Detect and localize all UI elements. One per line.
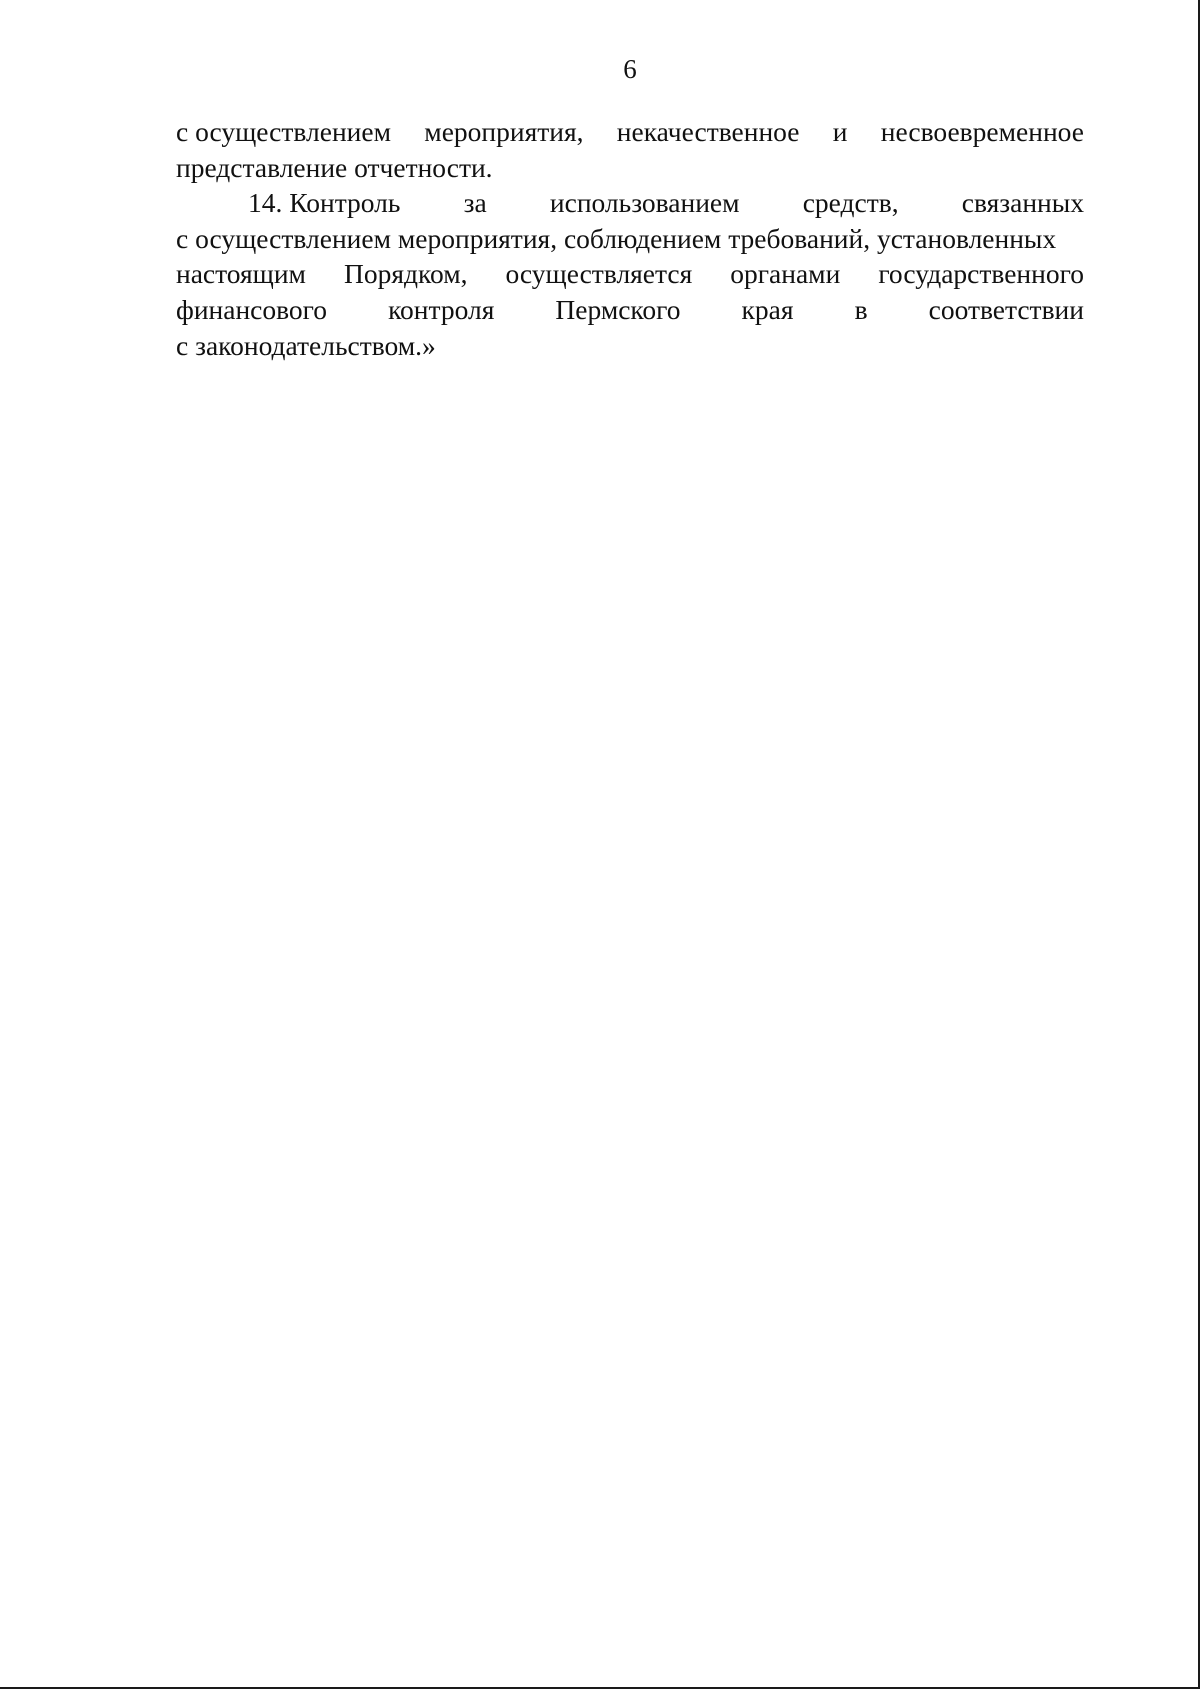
text-word: настоящим bbox=[176, 258, 306, 290]
text-word: финансового bbox=[176, 293, 328, 325]
text-word: 14. Контроль bbox=[248, 187, 401, 219]
text-word: с осуществлением bbox=[176, 116, 391, 147]
paragraph-item-14 bbox=[176, 185, 1084, 363]
document-body bbox=[176, 114, 1084, 363]
text-word: края bbox=[741, 293, 794, 325]
text-word: контроля bbox=[388, 293, 495, 325]
text-word: использованием bbox=[549, 187, 740, 219]
text-line: с законодательством.» bbox=[176, 329, 436, 361]
text-line bbox=[176, 185, 1084, 221]
text-word: осуществляется bbox=[505, 258, 693, 290]
text-word: связанных bbox=[961, 187, 1084, 219]
text-word: за bbox=[463, 187, 487, 219]
text-word: в bbox=[854, 293, 868, 325]
text-word: государственного bbox=[878, 258, 1084, 290]
text-word: Пермского bbox=[555, 293, 681, 325]
text-word: соответствии bbox=[928, 293, 1084, 325]
text-line: с осуществлением мероприятия, соблюдением требований, установленных bbox=[176, 222, 1057, 254]
text-word: органами bbox=[730, 258, 841, 290]
text-word: несвоевременное bbox=[880, 116, 1084, 147]
text-word: средств, bbox=[802, 187, 899, 219]
paragraph-continuation bbox=[176, 114, 1084, 185]
text-line bbox=[176, 292, 1084, 328]
text-word: некачественное bbox=[616, 116, 800, 147]
page-number: 6 bbox=[623, 54, 637, 84]
text-word: мероприятия, bbox=[424, 116, 584, 147]
text-line bbox=[176, 256, 1084, 292]
text-line: представление отчетности. bbox=[176, 151, 493, 183]
text-word: и bbox=[832, 116, 848, 147]
text-line bbox=[176, 114, 1084, 150]
text-word: Порядком, bbox=[344, 258, 468, 290]
